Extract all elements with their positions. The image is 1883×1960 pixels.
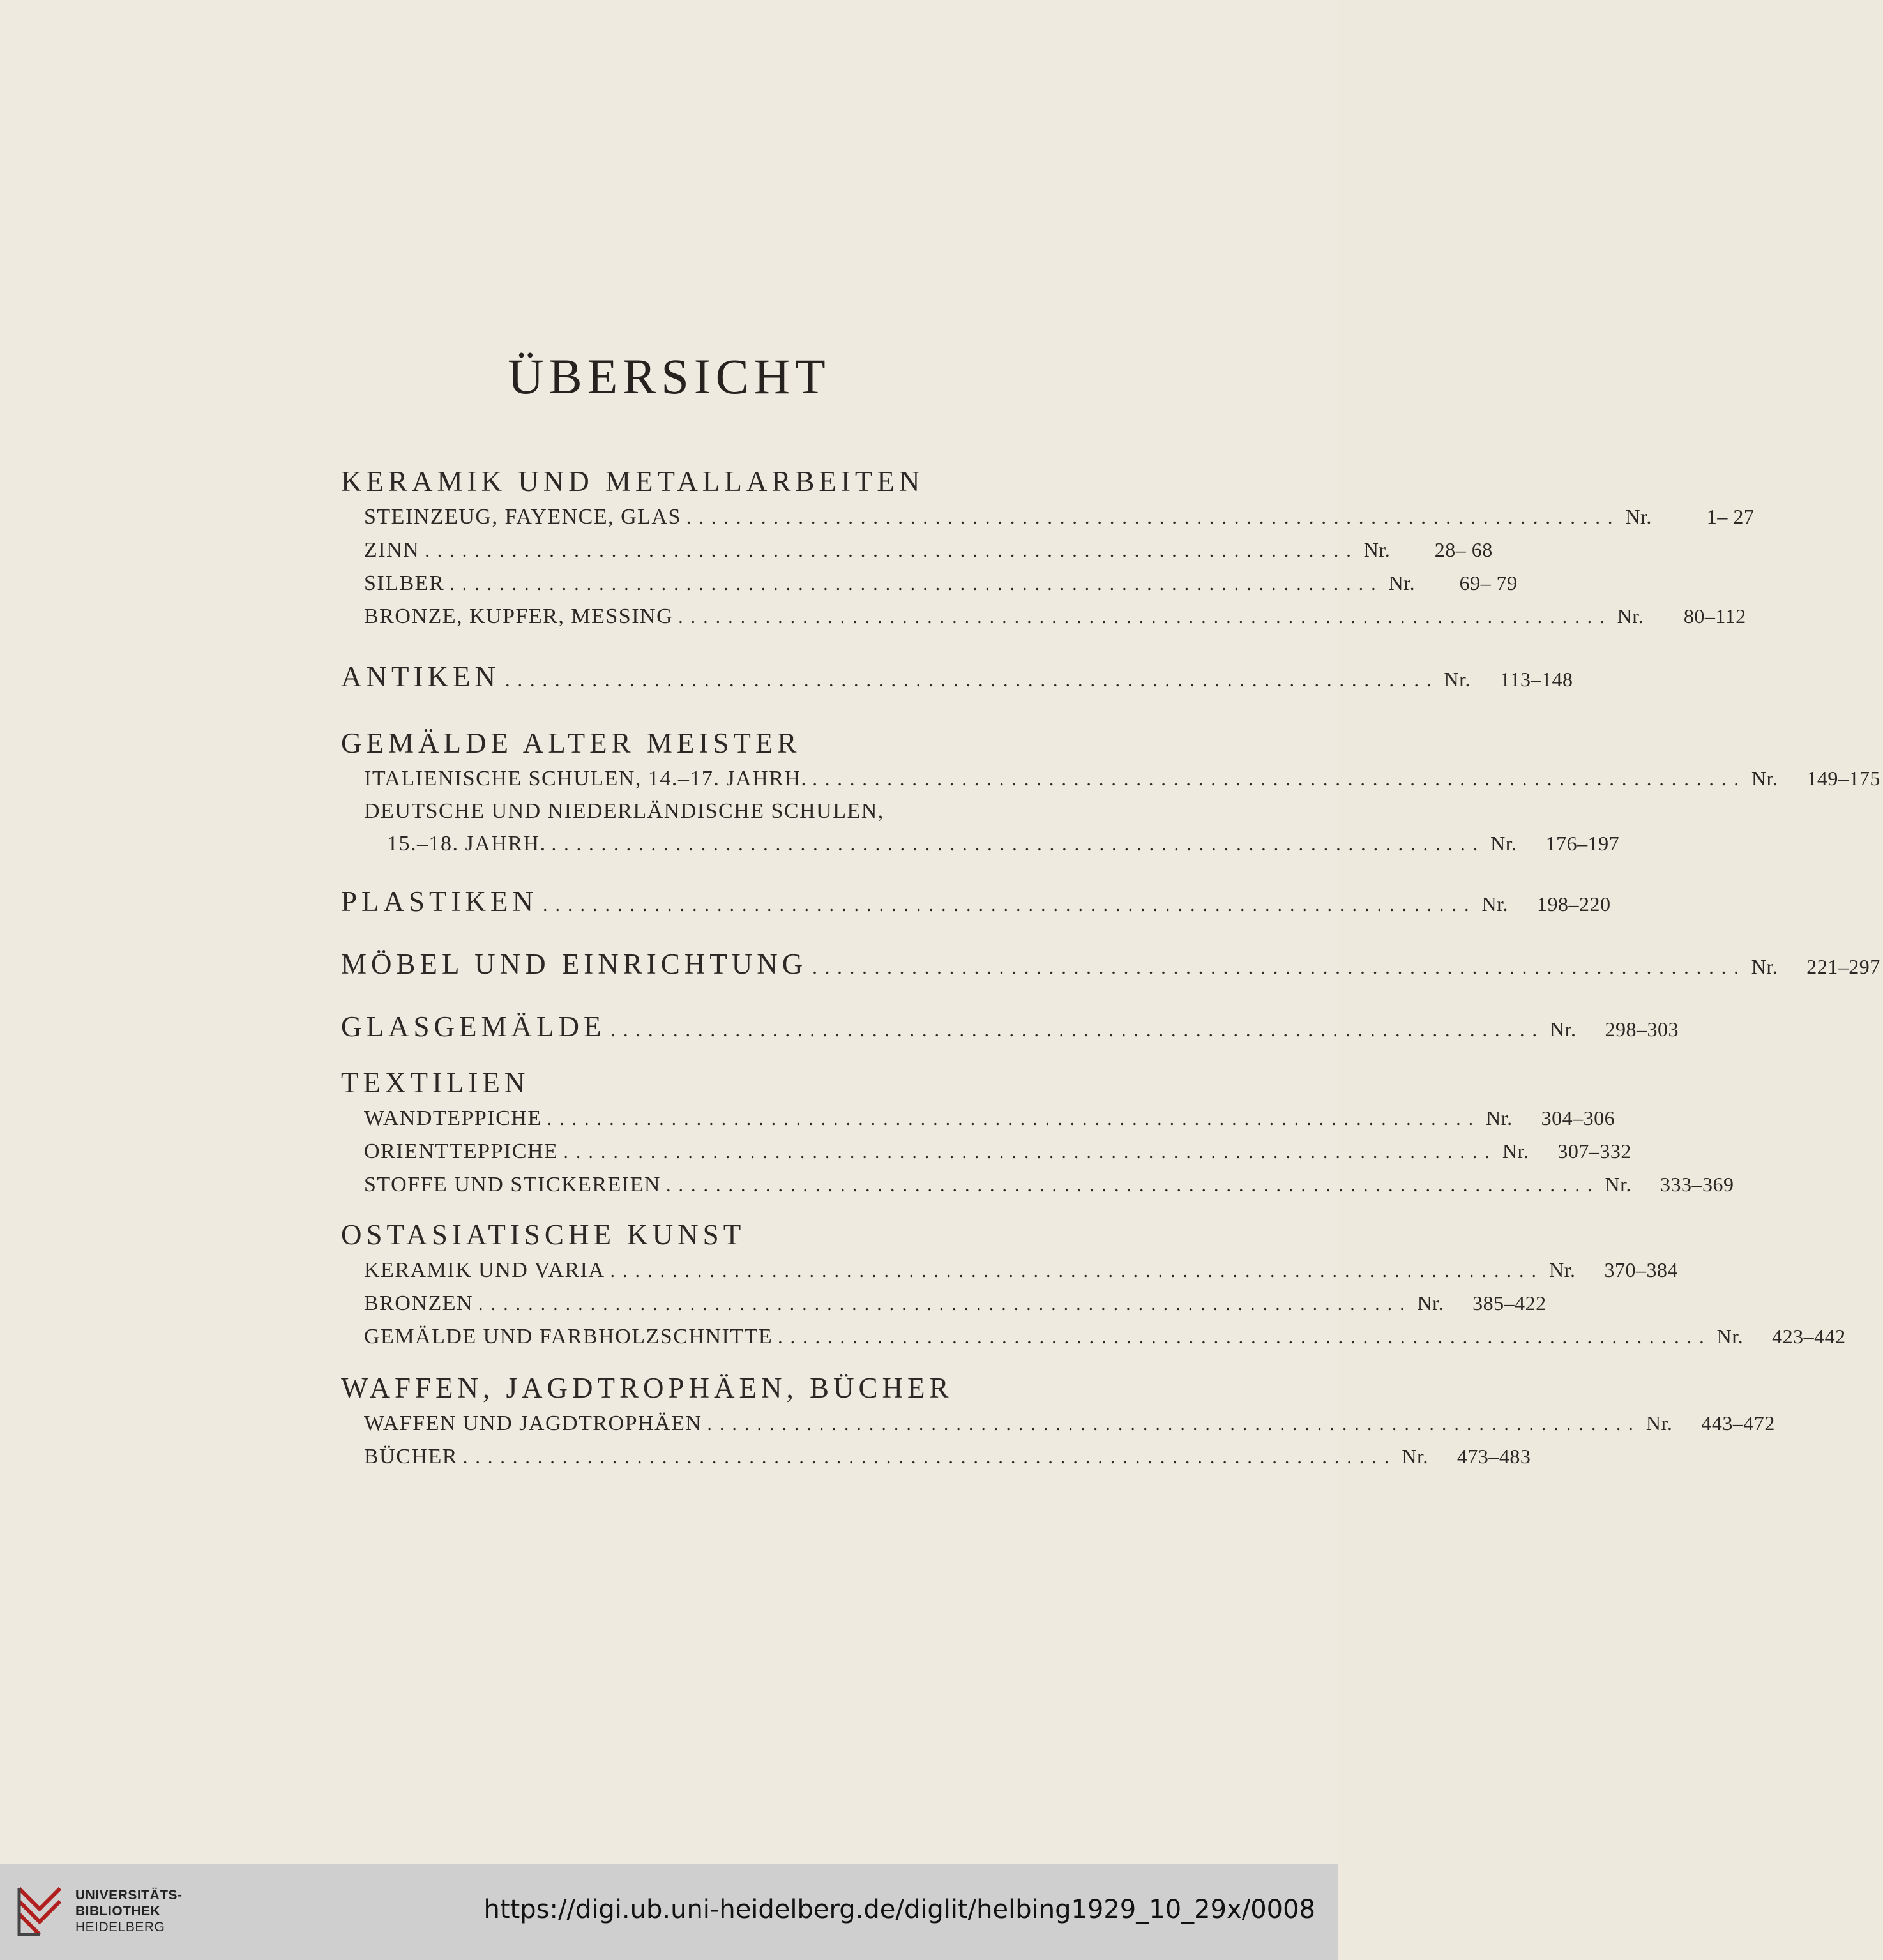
dot-leader: ........................................................................... bbox=[504, 670, 1439, 691]
nr-prefix: Nr. bbox=[1617, 605, 1644, 628]
entry-number-range bbox=[1646, 1407, 1778, 1439]
dot-leader: ........................................................................... bbox=[478, 1293, 1412, 1315]
dot-leader: ........................................................................... bbox=[707, 1413, 1641, 1435]
section-heading-label: GEMÄLDE ALTER MEISTER bbox=[341, 727, 801, 759]
library-name-line2: BIBLIOTHEK bbox=[75, 1904, 161, 1919]
dot-leader: ........................................................................... bbox=[547, 1108, 1481, 1129]
entry-label: BRONZE, KUPFER, MESSING bbox=[364, 605, 674, 628]
toc-section bbox=[341, 1007, 1679, 1050]
range-value: 28– 68 bbox=[1434, 538, 1493, 561]
entry-number-range bbox=[1625, 501, 1757, 532]
section-heading-label: KERAMIK UND METALLARBEITEN bbox=[341, 465, 925, 497]
entry-label: DEUTSCHE UND NIEDERLÄNDISCHE SCHULEN, bbox=[364, 799, 884, 823]
range-value: 307–332 bbox=[1557, 1140, 1631, 1163]
entry-label: KERAMIK UND VARIA bbox=[364, 1258, 605, 1282]
toc-entry bbox=[364, 1102, 1615, 1135]
section-heading bbox=[341, 1216, 1107, 1254]
toc-entry bbox=[387, 827, 1620, 861]
section-heading bbox=[341, 462, 1107, 501]
toc-entry bbox=[364, 1320, 1846, 1353]
entry-number-range bbox=[1717, 1320, 1849, 1352]
range-value: 69– 79 bbox=[1459, 571, 1518, 594]
nr-prefix: Nr. bbox=[1549, 1258, 1576, 1281]
nr-prefix: Nr. bbox=[1486, 1106, 1513, 1129]
entry-label: ORIENTTEPPICHE bbox=[364, 1140, 559, 1163]
library-name bbox=[75, 1887, 183, 1935]
range-value: 385–422 bbox=[1472, 1292, 1546, 1315]
range-value: 473–483 bbox=[1456, 1445, 1531, 1468]
toc-section bbox=[341, 658, 1573, 700]
toc-entry bbox=[364, 501, 1755, 534]
range-value: 80–112 bbox=[1683, 605, 1746, 628]
entry-number-range bbox=[1364, 534, 1495, 566]
dot-leader: ........................................................................... bbox=[450, 573, 1384, 594]
permalink-url[interactable]: https://digi.ub.uni-heidelberg.de/diglit/helbing1929_10_29x/0008 bbox=[483, 1895, 1315, 1924]
range-value: 443–472 bbox=[1701, 1412, 1775, 1435]
entry-number-range bbox=[1549, 1254, 1681, 1286]
nr-prefix: Nr. bbox=[1716, 1325, 1744, 1348]
nr-prefix: Nr. bbox=[1625, 505, 1652, 528]
entry-label: ITALIENISCHE SCHULEN, 14.–17. JAHRH. bbox=[364, 767, 808, 790]
section-heading-label: OSTASIATISCHE KUNST bbox=[341, 1219, 746, 1251]
section-heading-label: GLASGEMÄLDE bbox=[341, 1011, 606, 1043]
range-value: 298–303 bbox=[1605, 1018, 1679, 1041]
section-heading bbox=[341, 1369, 1107, 1407]
range-value: 423–442 bbox=[1772, 1325, 1846, 1348]
range-value: 304–306 bbox=[1541, 1106, 1615, 1129]
toc-entry bbox=[364, 1407, 1775, 1440]
range-value: 149–175 bbox=[1806, 767, 1880, 790]
nr-prefix: Nr. bbox=[1363, 538, 1391, 561]
toc-section bbox=[341, 1216, 1846, 1353]
range-value: 113–148 bbox=[1500, 668, 1573, 691]
entry-label: STEINZEUG, FAYENCE, GLAS bbox=[364, 505, 681, 529]
section-heading bbox=[341, 658, 1573, 700]
page-title: ÜBERSICHT bbox=[508, 349, 831, 404]
nr-prefix: Nr. bbox=[1417, 1292, 1444, 1315]
entry-number-range bbox=[1617, 600, 1749, 632]
range-value: 1– 27 bbox=[1706, 505, 1755, 528]
toc-section bbox=[341, 882, 1611, 924]
toc-entry bbox=[364, 534, 1493, 567]
library-name-line1: UNIVERSITÄTS- bbox=[75, 1888, 183, 1903]
dot-leader: ........................................................................... bbox=[425, 540, 1359, 561]
dot-leader: ........................................................................... bbox=[610, 1260, 1544, 1281]
toc-entry bbox=[364, 795, 1107, 827]
ub-heidelberg-logo-icon bbox=[14, 1882, 65, 1941]
section-heading-label: PLASTIKEN bbox=[341, 886, 538, 917]
viewer-footer-bar bbox=[0, 1864, 1338, 1960]
dot-leader: ........................................................................... bbox=[563, 1142, 1497, 1163]
dot-leader: ........................................................................... bbox=[665, 1175, 1600, 1196]
entry-label: WAFFEN UND JAGDTROPHÄEN bbox=[364, 1412, 702, 1435]
nr-prefix: Nr. bbox=[1751, 767, 1778, 790]
range-value: 221–297 bbox=[1806, 955, 1880, 978]
dot-leader: ........................................................................... bbox=[543, 894, 1477, 916]
nr-prefix: Nr. bbox=[1645, 1412, 1673, 1435]
nr-prefix: Nr. bbox=[1402, 1445, 1428, 1468]
entry-number-range bbox=[1482, 885, 1614, 923]
entry-label: BRONZEN bbox=[364, 1292, 474, 1315]
entry-label: 15.–18. JAHRH. bbox=[387, 832, 547, 856]
entry-number-range bbox=[1389, 567, 1520, 599]
library-name-line3: HEIDELBERG bbox=[75, 1920, 165, 1934]
toc-entry bbox=[364, 1135, 1631, 1168]
section-heading bbox=[341, 882, 1611, 924]
entry-number-range bbox=[1402, 1440, 1533, 1472]
entry-number-range bbox=[1751, 762, 1883, 794]
toc-section bbox=[341, 945, 1880, 987]
entry-number-range bbox=[1444, 660, 1575, 698]
nr-prefix: Nr. bbox=[1481, 893, 1508, 916]
nr-prefix: Nr. bbox=[1605, 1173, 1631, 1196]
entry-number-range bbox=[1486, 1102, 1617, 1134]
range-value: 333–369 bbox=[1660, 1173, 1734, 1196]
dot-leader: ........................................................................... bbox=[678, 607, 1612, 628]
entry-label: STOFFE UND STICKEREIEN bbox=[364, 1173, 661, 1196]
nr-prefix: Nr. bbox=[1751, 955, 1778, 978]
section-heading bbox=[341, 724, 1107, 762]
entry-number-range bbox=[1550, 1010, 1681, 1048]
section-heading bbox=[341, 1064, 1107, 1102]
toc-section bbox=[341, 1369, 1775, 1474]
toc-entry bbox=[364, 567, 1518, 600]
toc-entry bbox=[364, 1168, 1734, 1202]
nr-prefix: Nr. bbox=[1444, 668, 1471, 691]
entry-number-range bbox=[1490, 827, 1622, 859]
toc-entry bbox=[364, 1287, 1546, 1320]
entry-label: BÜCHER bbox=[364, 1445, 458, 1468]
section-heading bbox=[341, 1007, 1679, 1050]
toc-entry bbox=[364, 1254, 1678, 1287]
toc-entry bbox=[364, 600, 1746, 633]
dot-leader: ........................................................................... bbox=[812, 957, 1746, 978]
entry-label: WANDTEPPICHE bbox=[364, 1106, 542, 1130]
entry-number-range bbox=[1605, 1168, 1736, 1200]
dot-leader: ........................................................................... bbox=[686, 507, 1621, 528]
section-heading-label: WAFFEN, JAGDTROPHÄEN, BÜCHER bbox=[341, 1372, 953, 1404]
range-value: 370–384 bbox=[1604, 1258, 1678, 1281]
dot-leader: ........................................................................... bbox=[610, 1020, 1545, 1041]
dot-leader: ........................................................................... bbox=[462, 1447, 1397, 1468]
toc-section bbox=[341, 724, 1880, 861]
range-value: 198–220 bbox=[1537, 893, 1611, 916]
entry-label: ZINN bbox=[364, 538, 420, 562]
nr-prefix: Nr. bbox=[1502, 1140, 1529, 1163]
section-heading bbox=[341, 945, 1880, 987]
dot-leader: ........................................................................... bbox=[551, 834, 1486, 855]
toc-section bbox=[341, 1064, 1734, 1202]
range-value: 176–197 bbox=[1545, 832, 1620, 855]
faint-stamp-icon bbox=[38, 13, 498, 166]
table-of-contents bbox=[341, 447, 1880, 1474]
nr-prefix: Nr. bbox=[1388, 571, 1416, 594]
toc-entry bbox=[364, 762, 1880, 795]
entry-number-range bbox=[1502, 1135, 1634, 1167]
nr-prefix: Nr. bbox=[1549, 1018, 1577, 1041]
nr-prefix: Nr. bbox=[1490, 832, 1517, 855]
section-heading-label: MÖBEL UND EINRICHTUNG bbox=[341, 948, 808, 980]
toc-section bbox=[341, 462, 1755, 633]
toc-entry bbox=[364, 1440, 1531, 1474]
dot-leader: ........................................................................... bbox=[778, 1327, 1712, 1348]
section-heading-label: TEXTILIEN bbox=[341, 1067, 530, 1099]
entry-label: GEMÄLDE UND FARBHOLZSCHNITTE bbox=[364, 1325, 773, 1348]
dot-leader: ........................................................................... bbox=[812, 769, 1746, 790]
section-heading-label: ANTIKEN bbox=[341, 661, 500, 693]
entry-number-range bbox=[1418, 1287, 1549, 1319]
entry-label: SILBER bbox=[364, 571, 445, 595]
entry-number-range bbox=[1751, 947, 1883, 986]
